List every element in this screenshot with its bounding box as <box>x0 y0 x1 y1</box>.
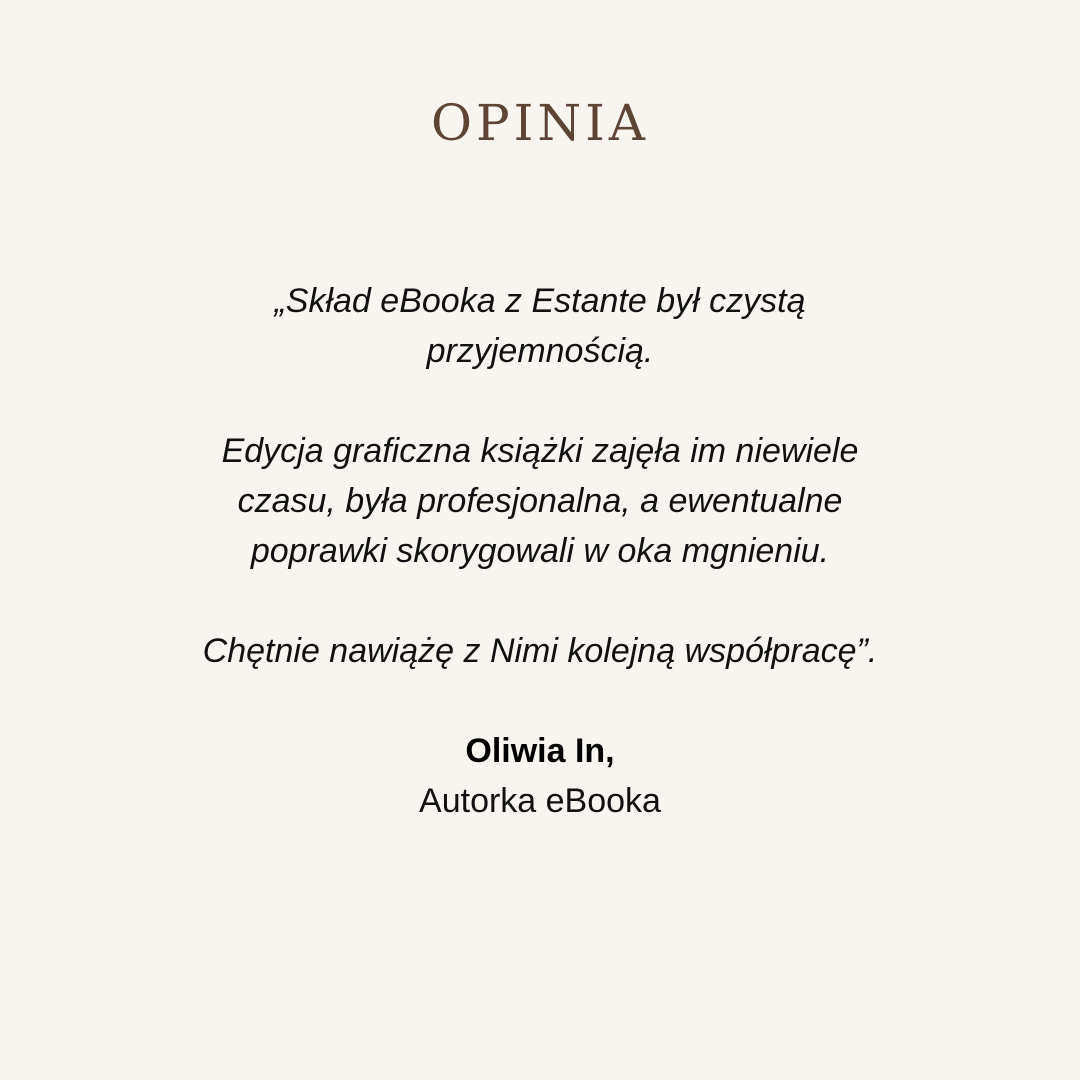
testimonial-line: czasu, była profesjonalna, a ewentualne <box>237 482 843 520</box>
page-title: OPINIA <box>431 94 649 152</box>
testimonial-line: „Skład eBooka z Estante był czystą <box>274 282 806 320</box>
testimonial-paragraph-3 <box>90 626 990 676</box>
author-name: Oliwia In, <box>465 732 615 770</box>
testimonial-paragraph-2 <box>90 426 990 576</box>
testimonial-paragraph-1 <box>90 276 990 376</box>
testimonial-line: Edycja graficzna książki zajęła im niewiele <box>221 432 859 470</box>
author-role: Autorka eBooka <box>419 782 661 820</box>
testimonial-line: przyjemnością. <box>426 332 654 370</box>
testimonial-line: Chętnie nawiążę z Nimi kolejną współpracę”. <box>202 632 878 670</box>
testimonial-line: poprawki skorygowali w oka mgnieniu. <box>250 532 830 570</box>
